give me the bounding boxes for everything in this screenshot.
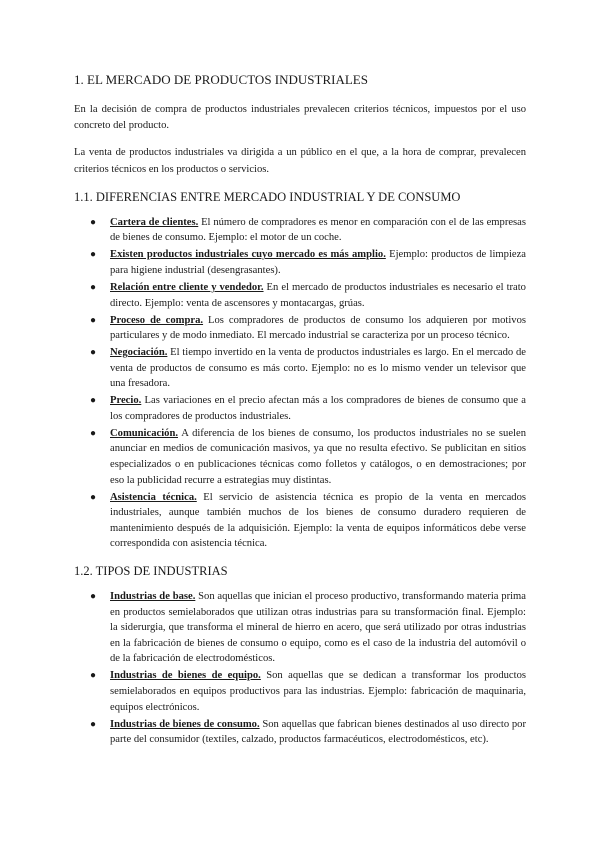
item-text: El tiempo invertido en la venta de productos industriales es largo. En el mercado de venta de productos de consumo es más corto. Ejemplo: no es lo mismo vender un televisor que una fresadora. <box>110 347 526 390</box>
item-term: Cartera de clientes. <box>110 216 199 228</box>
section-1-2-title: 1.2. TIPOS DE INDUSTRIAS <box>74 564 228 579</box>
bullet-icon: ● <box>90 395 97 407</box>
differences-list <box>74 215 526 552</box>
industry-types-list <box>74 589 526 748</box>
bullet-icon: ● <box>90 281 97 293</box>
list-item <box>74 426 526 488</box>
item-term: Existen productos industriales cuyo mercado es más amplio. <box>110 249 386 261</box>
item-text: Son aquellas que se dedican a transformar los productos semielaborados en equipos productivos para las industrias. Ejemplo: fabricación de maquinaria, equipos electrónicos. <box>110 670 526 713</box>
item-term: Negociación. <box>110 347 168 359</box>
list-item <box>74 717 526 748</box>
bullet-icon: ● <box>90 249 97 261</box>
item-term: Comunicación. <box>110 427 178 439</box>
item-text: El número de compradores es menor en comparación con el de las empresas de bienes de consumo. Ejemplo: el motor de un coche. <box>110 216 527 244</box>
list-item <box>74 393 526 424</box>
item-term: Industrias de bienes de consumo. <box>110 718 260 730</box>
item-text: Los compradores de productos de consumo los adquieren por motivos particulares y de modo inmediato. El mercado industrial se caracteriza por un proceso técnico. <box>110 314 526 342</box>
bullet-icon: ● <box>90 491 97 503</box>
item-text: El servicio de asistencia técnica es propio de la venta en mercados industriales, aunque también muchos de los bienes de consumo duradero requieren de mantenimiento después de la adquisición. Ejemplo: la venta de equipos informáticos debe verse correspondida con asistencia técnica. <box>110 491 527 550</box>
item-term: Industrias de bienes de equipo. <box>110 670 261 682</box>
item-term: Precio. <box>110 395 142 407</box>
item-text: A diferencia de los bienes de consumo, los productos industriales no se suelen anunciar en medios de comunicación masivos, ya que no resulta efectivo. Se publicitan en sitios especializados o en publicaciones técnicas como folletos y catálogos, o en demostraciones; por eso la publicidad recurre a estrategias muy distintas. <box>110 427 526 486</box>
item-term: Relación entre cliente y vendedor. <box>110 281 264 293</box>
item-text: En el mercado de productos industriales es necesario el trato directo. Ejemplo: venta de ascensores y montacargas, grúas. <box>110 281 526 309</box>
list-item <box>74 668 526 715</box>
item-text: Son aquellas que inician el proceso productivo, transformando materia prima en productos semielaborados que utilizan otras industrias para su transformación final. Ejemplo: la siderurgia, que transforma el mineral de hierro en acero, que será utilizado por otras industrias en la fabricación de bienes de consumo o equipo, como es el caso de la industria del automóvil o de la fabricación de electrodomésticos. <box>110 591 526 665</box>
list-item <box>74 490 526 552</box>
bullet-icon: ● <box>90 314 97 326</box>
bullet-icon: ● <box>90 216 97 228</box>
item-text: Ejemplo: productos de limpieza para higiene industrial (desengrasantes). <box>110 249 526 276</box>
item-term: Industrias de base. <box>110 591 196 603</box>
section-1-paragraph-1: En la decisión de compra de productos industriales prevalecen criterios técnicos, impuestos por el uso concreto del producto. <box>74 104 526 132</box>
list-item <box>74 280 526 311</box>
bullet-icon: ● <box>90 347 97 359</box>
list-item <box>74 313 526 344</box>
section-1-1-title: 1.1. DIFERENCIAS ENTRE MERCADO INDUSTRIAL Y DE CONSUMO <box>74 189 461 204</box>
bullet-icon: ● <box>90 591 97 603</box>
list-item <box>74 345 526 392</box>
item-text: Las variaciones en el precio afectan más a los compradores de bienes de consumo que a los compradores de productos industriales. <box>110 395 526 422</box>
bullet-icon: ● <box>90 670 97 682</box>
list-item <box>74 589 526 667</box>
bullet-icon: ● <box>90 427 97 439</box>
list-item <box>74 215 526 246</box>
item-term: Proceso de compra. <box>110 314 204 326</box>
section-1-title: 1. EL MERCADO DE PRODUCTOS INDUSTRIALES <box>74 72 368 87</box>
bullet-icon: ● <box>90 718 97 730</box>
item-text: Son aquellas que fabrican bienes destinados al uso directo por parte del consumidor (textiles, calzado, productos farmacéuticos, electrodomésticos, etc). <box>110 718 526 746</box>
item-term: Asistencia técnica. <box>110 491 197 503</box>
list-item <box>74 247 526 278</box>
section-1-paragraph-2: La venta de productos industriales va dirigida a un público en el que, a la hora de comprar, prevalecen criterios técnicos en los productos o servicios. <box>74 147 526 175</box>
